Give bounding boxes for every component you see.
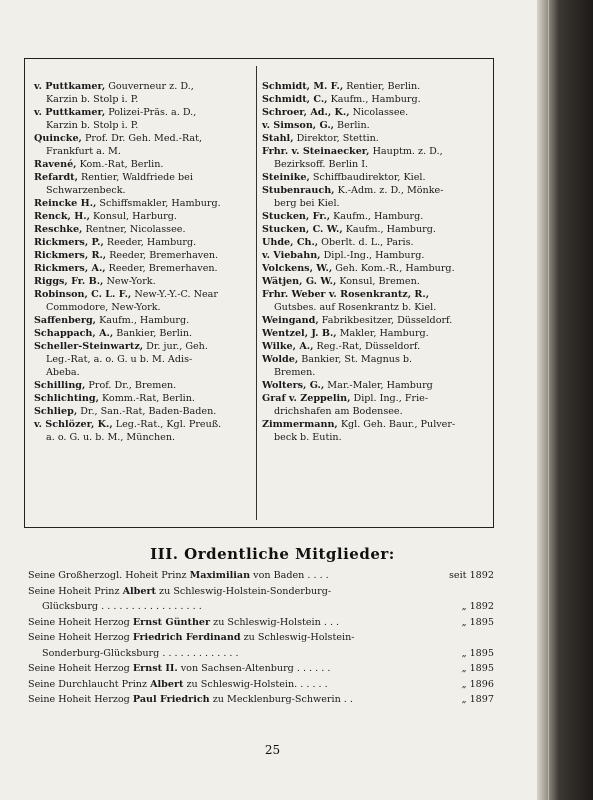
member-house: zu Mecklenburg-Schwerin . .	[209, 694, 353, 705]
member-name: Volckens, W.,	[262, 263, 333, 274]
member-entry	[262, 223, 488, 236]
member-details: Kaufm., Hamburg.	[330, 211, 424, 222]
member-details-continued: Gutsbes. auf Rosenkrantz b. Kiel.	[274, 302, 437, 313]
member-name: Wentzel, J. B.,	[262, 328, 337, 339]
member-name: Rickmers, R.,	[34, 250, 107, 261]
member-name: Ernst Günther	[132, 616, 211, 628]
member-details-continued: Commodore, New-York.	[46, 302, 161, 313]
member-house: zu Schleswig-Holstein-Sonderburg-	[155, 585, 332, 597]
book-binding	[537, 0, 593, 800]
member-name: Reincke H.,	[34, 198, 97, 209]
member-name: Albert	[150, 678, 184, 690]
member-details: Komm.-Rat, Berlin.	[98, 393, 195, 404]
member-details-continued: Karzin b. Stolp i. P.	[46, 120, 139, 131]
member-name: Schilling,	[34, 380, 86, 391]
member-text	[28, 584, 331, 600]
page-edge	[548, 0, 549, 800]
member-entry	[34, 327, 254, 340]
member-house: zu Schleswig-Holstein. . . . . .	[183, 678, 328, 690]
member-name: v. Schlözer, K.,	[34, 419, 113, 430]
member-details-continued: beck b. Eutin.	[274, 432, 342, 443]
member-entry	[262, 184, 488, 210]
ordinary-member-row	[28, 615, 494, 631]
member-name: Wolters, G.,	[262, 380, 325, 391]
member-details: New-York.	[103, 276, 156, 287]
member-details-continued: Karzin b. Stolp i. P.	[46, 94, 139, 105]
member-name: Reschke,	[34, 224, 83, 235]
ordinary-member-row	[28, 568, 494, 584]
member-name: Schappach, A.,	[34, 328, 114, 339]
member-entry	[34, 223, 254, 236]
member-details-continued: drichshafen am Bodensee.	[274, 406, 403, 417]
member-entry	[34, 171, 254, 197]
member-name: Frhr. Weber v. Rosenkrantz, R.,	[262, 289, 430, 300]
member-details: Hauptm. z. D.,	[369, 146, 443, 157]
member-details: Kaufm., Hamburg.	[327, 94, 421, 105]
member-name: Renck, H.,	[34, 211, 90, 222]
member-name: Stahl,	[262, 133, 294, 144]
member-details: Makler, Hamburg.	[336, 328, 429, 339]
member-entry	[262, 314, 488, 327]
member-details: Reeder, Bremerhaven.	[106, 250, 219, 261]
member-details: Rentier, Waldfriede bei	[77, 172, 193, 183]
member-entry	[262, 80, 488, 93]
member-details: K.-Adm. z. D., Mönke-	[334, 185, 444, 196]
member-entry	[34, 418, 254, 444]
member-details-continued: a. o. G. u. b. M., München.	[46, 432, 176, 443]
member-title: Seine Hoheit Herzog	[28, 632, 133, 643]
member-details-continued: Bezirksoff. Berlin I.	[274, 159, 369, 170]
member-name: Wätjen, G. W.,	[262, 276, 337, 287]
member-name: Zimmermann,	[262, 419, 338, 430]
ordinary-member-row	[28, 646, 494, 662]
member-details: Mar.-Maler, Hamburg	[324, 380, 433, 391]
member-name: Frhr. v. Steinaecker,	[262, 146, 370, 157]
member-entry	[34, 379, 254, 392]
member-details-continued: Abeba.	[46, 367, 80, 378]
member-entry	[262, 392, 488, 418]
member-entry	[34, 405, 254, 418]
member-details: Prof. Dr., Bremen.	[85, 380, 177, 391]
member-name: Graf v. Zeppelin,	[262, 393, 351, 404]
member-house: zu Schleswig-Holstein-	[240, 632, 355, 643]
membership-year: seit 1892	[449, 570, 494, 581]
member-entry	[34, 262, 254, 275]
member-details: Polizei-Präs. a. D.,	[105, 107, 197, 118]
member-name: v. Viebahn,	[262, 250, 321, 261]
member-details: Prof. Dr. Geh. Med.-Rat,	[81, 133, 203, 144]
member-name: v. Puttkamer,	[34, 81, 106, 92]
member-details: Oberlt. d. L., Paris.	[318, 237, 414, 248]
member-name: Stucken, Fr.,	[262, 211, 331, 222]
member-entry	[262, 249, 488, 262]
member-name: Friedrich Ferdinand	[132, 632, 241, 643]
left-member-column	[34, 80, 254, 444]
member-details: Konsul, Bremen.	[336, 276, 420, 287]
member-details: Reeder, Bremerhaven.	[105, 263, 218, 274]
member-details: Bankier, St. Magnus b.	[298, 354, 413, 365]
member-details-continued: Schwarzenbeck.	[46, 185, 126, 196]
member-details: Dipl. Ing., Frie-	[350, 393, 429, 404]
member-entry	[262, 418, 488, 444]
member-title: Seine Großherzogl. Hoheit Prinz	[28, 570, 190, 581]
membership-year: „ 1895	[461, 663, 494, 674]
ordinary-member-row	[28, 599, 494, 615]
member-entry	[34, 392, 254, 405]
member-details: Kom.-Rat, Berlin.	[76, 159, 164, 170]
member-name: Schmidt, C.,	[262, 94, 328, 105]
member-text	[28, 615, 339, 631]
member-name: Maximilian	[189, 570, 251, 581]
member-name: Schliep,	[34, 406, 78, 417]
member-details: Nicolassee.	[349, 107, 409, 118]
member-house: von Sachsen-Altenburg . . . . . .	[177, 663, 331, 674]
member-entry	[34, 236, 254, 249]
member-details-continued: Frankfurt a. M.	[46, 146, 121, 157]
member-name: Schmidt, M. F.,	[262, 81, 344, 92]
member-entry	[34, 340, 254, 366]
membership-year: „ 1896	[461, 678, 494, 690]
member-name: Refardt,	[34, 172, 78, 183]
member-title: Glücksburg . . . . . . . . . . . . . . . . .	[42, 601, 202, 612]
member-name: Uhde, Ch.,	[262, 237, 319, 248]
member-entry	[34, 106, 254, 132]
member-name: Stubenrauch,	[262, 185, 335, 196]
member-name: Paul Friedrich	[132, 694, 210, 705]
member-entry	[262, 171, 488, 184]
member-house: von Baden . . . .	[250, 570, 329, 581]
member-details: Fabrikbesitzer, Düsseldorf.	[318, 315, 453, 326]
membership-year: „ 1897	[461, 694, 494, 705]
member-entry	[34, 210, 254, 223]
member-entry	[34, 132, 254, 158]
member-house: zu Schleswig-Holstein . . .	[210, 616, 340, 628]
member-entry	[34, 288, 254, 314]
member-name: v. Simson, G.,	[262, 120, 334, 131]
member-details: New-Y.-Y.-C. Near	[131, 289, 218, 300]
member-entry	[34, 80, 254, 106]
member-title: Seine Hoheit Prinz	[28, 585, 123, 597]
member-entry	[262, 353, 488, 379]
member-entry	[34, 366, 254, 379]
member-details: Reg.-Rat, Düsseldorf.	[313, 341, 421, 352]
member-details: Gouverneur z. D.,	[105, 81, 194, 92]
member-name: Weingand,	[262, 315, 319, 326]
membership-year: „ 1895	[461, 616, 494, 628]
member-name: Albert	[122, 585, 156, 597]
member-text	[42, 599, 202, 615]
member-details: Kaufm., Hamburg.	[96, 315, 190, 326]
member-entry	[34, 275, 254, 288]
member-name: Riggs, Fr. B.,	[34, 276, 104, 287]
ordinary-members-list	[28, 568, 494, 708]
member-entry	[262, 327, 488, 340]
member-entry	[262, 236, 488, 249]
member-details: Dipl.-Ing., Hamburg.	[320, 250, 425, 261]
member-name: Schroer, Ad., K.,	[262, 107, 350, 118]
member-details: Rentner, Nicolassee.	[82, 224, 186, 235]
member-entry	[262, 119, 488, 132]
section-title: III. Ordentliche Mitglieder:	[150, 545, 395, 563]
member-details: Geh. Kom.-R., Hamburg.	[332, 263, 455, 274]
member-details: Schiffbaudirektor, Kiel.	[309, 172, 426, 183]
right-member-column	[262, 80, 488, 444]
member-details: Direktor, Stettin.	[293, 133, 379, 144]
member-details-continued: Leg.-Rat, a. o. G. u b. M. Adis-	[46, 354, 193, 365]
member-name: Schlichting,	[34, 393, 99, 404]
member-name: Rickmers, A.,	[34, 263, 106, 274]
member-text	[28, 630, 355, 646]
member-details: Berlin.	[334, 120, 370, 131]
member-details: Dr., San.-Rat, Baden-Baden.	[77, 406, 217, 417]
member-details: Rentier, Berlin.	[343, 81, 421, 92]
member-name: Ravené,	[34, 159, 77, 170]
member-details: Bankier, Berlin.	[113, 328, 193, 339]
member-text	[42, 646, 239, 662]
member-title: Seine Durchlaucht Prinz	[28, 678, 151, 690]
member-title: Seine Hoheit Herzog	[28, 616, 133, 628]
member-name: Ernst II.	[132, 663, 178, 674]
member-entry	[262, 145, 488, 171]
column-divider	[256, 66, 257, 520]
ordinary-member-row	[28, 630, 494, 646]
ordinary-member-row	[28, 692, 494, 708]
member-text	[28, 692, 353, 708]
membership-year: „ 1895	[461, 647, 494, 659]
member-text	[28, 568, 329, 584]
member-name: Steinike,	[262, 172, 310, 183]
member-details-continued: Bremen.	[274, 367, 316, 378]
member-name: Stucken, C. W.,	[262, 224, 343, 235]
membership-year: „ 1892	[461, 601, 494, 612]
member-name: Wilke, A.,	[262, 341, 314, 352]
member-entry	[262, 340, 488, 353]
member-details: Kaufm., Hamburg.	[342, 224, 436, 235]
member-entry	[262, 379, 488, 392]
member-details: Kgl. Geh. Baur., Pulver-	[337, 419, 456, 430]
member-title: Seine Hoheit Herzog	[28, 663, 133, 674]
member-entry	[262, 106, 488, 119]
ordinary-member-row	[28, 677, 494, 693]
member-title: Sonderburg-Glücksburg . . . . . . . . . . . . .	[42, 647, 239, 659]
member-text	[28, 661, 330, 677]
member-details: Leg.-Rat., Kgl. Preuß.	[112, 419, 222, 430]
member-details: Dr. jur., Geh.	[143, 341, 208, 352]
member-text	[28, 677, 328, 693]
member-title: Seine Hoheit Herzog	[28, 694, 133, 705]
member-entry	[262, 93, 488, 106]
member-entry	[262, 275, 488, 288]
member-entry	[262, 210, 488, 223]
page-number: 25	[264, 743, 281, 757]
ordinary-member-row	[28, 584, 494, 600]
member-entry	[262, 132, 488, 145]
member-entry	[34, 158, 254, 171]
member-name: Robinson, C. L. F.,	[34, 289, 132, 300]
member-details: Schiffsmakler, Hamburg.	[96, 198, 221, 209]
member-name: Quincke,	[34, 133, 82, 144]
member-entry	[262, 262, 488, 275]
member-name: Saffenberg,	[34, 315, 97, 326]
member-details: Konsul, Harburg.	[89, 211, 177, 222]
member-entry	[262, 288, 488, 314]
member-entry	[34, 249, 254, 262]
member-name: v. Puttkamer,	[34, 107, 106, 118]
member-name: Wolde,	[262, 354, 299, 365]
member-name: Scheller-Steinwartz,	[34, 341, 144, 352]
member-details-continued: berg bei Kiel.	[274, 198, 340, 209]
member-name: Rickmers, P.,	[34, 237, 104, 248]
member-details: Reeder, Hamburg.	[103, 237, 197, 248]
member-entry	[34, 197, 254, 210]
ordinary-member-row	[28, 661, 494, 677]
member-entry	[34, 314, 254, 327]
